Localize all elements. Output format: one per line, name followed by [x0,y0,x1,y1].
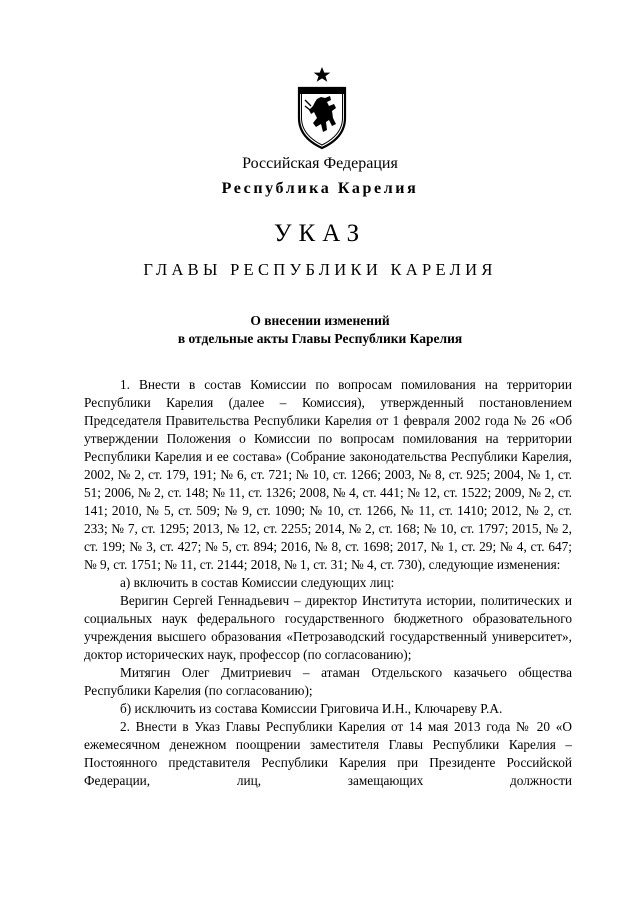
federation-title: Российская Федерация [242,155,398,172]
body-paragraph: Веригин Сергей Геннадьевич – директор Института истории, политических и социальных наук федерального государственного бюджетного образовательного учреждения высшего образования «Петрозаводский государственный университет», доктор исторических наук, профессор (по согласованию); [84,593,572,662]
body-paragraph: б) исключить из состава Комиссии Григовича И.Н., Ключареву Р.А. [120,701,503,716]
subject-line-2: в отдельные акты Главы Республики Карелия [177,331,463,346]
body-paragraph: а) включить в состав Комиссии следующих лиц: [120,575,395,590]
issuer-title: ГЛАВЫ РЕСПУБЛИКИ КАРЕЛИЯ [143,260,497,279]
body-paragraph: Митягин Олег Дмитриевич – атаман Отдельского казачьего общества Республики Карелия (по согласованию); [84,665,572,698]
body-paragraph: 1. Внести в состав Комиссии по вопросам помилования на территории Республики Карелия (далее – Комиссия), утвержденный постановлением Председателя Правительства Республики Карелия от 1 февраля 2002 года № 26 «Об утверждении Положения о Комиссии по вопросам помилования на территории Республики Карелия и ее состава» (Собрание законодательства Республики Карелия, 2002, № 2, ст. 179, 191; № 6, ст. 721; № 10, ст. 1266; 2003, № 8, ст. 925; 2004, № 1, ст. 51; 2006, № 2, ст. 148; № 11, ст. 1326; 2008, № 4, ст. 441; № 12, ст. 1522; 2009, № 2, ст. 141; 2010, № 5, ст. 509; № 9, ст. 1090; № 10, ст. 1266, № 11, ст. 1410; 2012, № 2, ст. 233; № 7, ст. 1295; 2013, № 12, ст. 2255; 2014, № 2, ст. 168; № 10, ст. 1797; 2015, № 2, ст. 199; № 3, ст. 427; № 5, ст. 894; 2016, № 8, ст. 1698; 2017, № 1, ст. 29; № 4, ст. 647; № 9, ст. 1751; № 11, ст. 2144; 2018, № 1, ст. 31; № 4, ст. 730), следующие изменения: [84,377,572,572]
subject-line-1: О внесении изменений [250,313,390,328]
document-type-title: УКАЗ [273,220,367,247]
republic-title: Республика Карелия [221,180,419,197]
coat-of-arms-emblem [296,66,348,150]
decree-body [84,376,572,790]
body-paragraph: 2. Внести в Указ Главы Республики Карелия от 14 мая 2013 года № 20 «О ежемесячном денежном поощрении заместителя Главы Республики Карелия – Постоянного представителя Республики Карелия при Президенте Российской Федерации, лиц, замещающих должности [84,719,572,788]
